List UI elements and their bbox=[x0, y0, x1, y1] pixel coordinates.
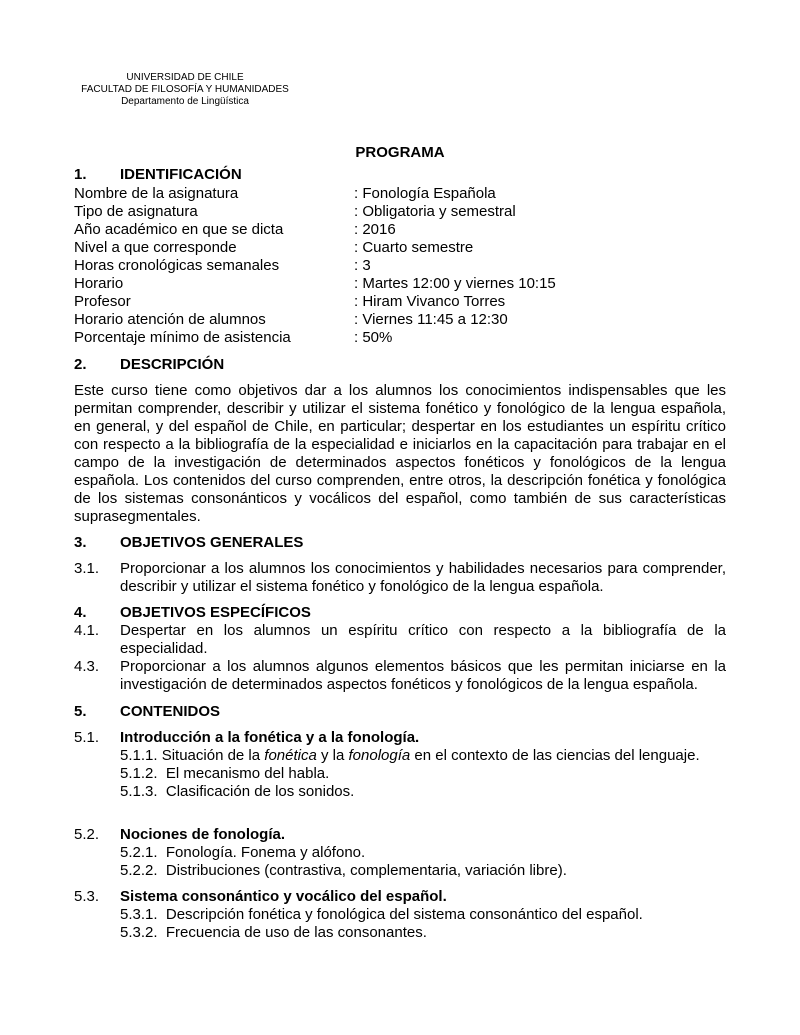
subitem-text: Frecuencia de uso de las consonantes. bbox=[165, 924, 427, 941]
field-value: : Cuarto semestre bbox=[354, 239, 474, 256]
item-text: Despertar en los alumnos un espíritu crítico con respecto a la bibliografía de la especialidad. bbox=[120, 622, 726, 657]
field-label: Año académico en que se dicta bbox=[74, 221, 284, 238]
field-value: : 3 bbox=[354, 257, 371, 274]
field-label: Nombre de la asignatura bbox=[74, 185, 239, 202]
section-4-heading bbox=[74, 604, 311, 622]
subitem-text-italic: fonología bbox=[348, 747, 411, 764]
objective-item bbox=[74, 622, 726, 658]
department-name: Departamento de Lingüística bbox=[121, 96, 249, 107]
unit-title: Sistema consonántico y vocálico del español. bbox=[120, 888, 447, 905]
content-unit bbox=[74, 826, 726, 844]
description-paragraph: Este curso tiene como objetivos dar a los alumnos los conocimientos indispensables que les permitan comprender, describir y utilizar el sistema fonético y fonológico de la lengua española, en general, y del español de Chile, en particular; despertar en los estudiantes un espíritu crítico con respecto a la bibliografía de la especialidad e iniciarlos en la capacitación para trabajar en el campo de la investigación de determinados aspectos fonéticos y fonológicos de la lengua española. Los contenidos del curso comprenden, entre otros, la descripción fonética y fonológica de los sistemas consonánticos y vocálicos del español, como también de sus características suprasegmentales. bbox=[74, 382, 726, 525]
subitem-number: 5.1.3. bbox=[120, 783, 158, 800]
section-title: DESCRIPCIÓN bbox=[120, 356, 225, 373]
field-label: Porcentaje mínimo de asistencia bbox=[74, 329, 291, 346]
subitem-text: Descripción fonética y fonológica del sistema consonántico del español. bbox=[165, 906, 643, 923]
section-1-heading bbox=[74, 166, 242, 184]
field-value: : Martes 12:00 y viernes 10:15 bbox=[354, 275, 556, 292]
table-row bbox=[74, 185, 556, 203]
field-value: : Hiram Vivanco Torres bbox=[354, 293, 506, 310]
section-title: IDENTIFICACIÓN bbox=[120, 166, 242, 183]
section-title: OBJETIVOS ESPECÍFICOS bbox=[120, 604, 311, 621]
subitem-text: en el contexto de las ciencias del lenguaje. bbox=[410, 747, 700, 764]
table-row bbox=[74, 329, 556, 347]
objective-item bbox=[74, 560, 726, 596]
item-number: 4.3. bbox=[74, 658, 100, 675]
item-text: Proporcionar a los alumnos los conocimientos y habilidades necesarios para comprender, describir y utilizar el sistema fonético y fonológico de la lengua española. bbox=[120, 560, 726, 595]
field-label: Horario atención de alumnos bbox=[74, 311, 266, 328]
unit-title: Introducción a la fonética y a la fonología. bbox=[120, 729, 420, 746]
unit-subitems bbox=[120, 747, 726, 801]
university-name: UNIVERSIDAD DE CHILE bbox=[126, 72, 244, 83]
table-row bbox=[74, 239, 556, 257]
field-label: Tipo de asignatura bbox=[74, 203, 198, 220]
subitem-number: 5.3.2. bbox=[120, 924, 158, 941]
content-unit bbox=[74, 729, 726, 747]
subitem-text: Situación de la bbox=[161, 747, 265, 764]
section-number: 1. bbox=[74, 166, 87, 183]
table-row bbox=[74, 257, 556, 275]
field-value: : Fonología Española bbox=[354, 185, 496, 202]
list-item bbox=[120, 765, 726, 783]
unit-number: 5.1. bbox=[74, 729, 100, 746]
subitem-text: Distribuciones (contrastiva, complementaria, variación libre). bbox=[165, 862, 567, 879]
subitem-text: El mecanismo del habla. bbox=[165, 765, 330, 782]
subitem-number: 5.2.2. bbox=[120, 862, 158, 879]
section-2-heading bbox=[74, 356, 224, 374]
field-value: : Obligatoria y semestral bbox=[354, 203, 516, 220]
document-title: PROGRAMA bbox=[355, 144, 445, 161]
section-number: 5. bbox=[74, 703, 87, 720]
unit-number: 5.2. bbox=[74, 826, 100, 843]
subitem-number: 5.1.2. bbox=[120, 765, 158, 782]
field-value: : Viernes 11:45 a 12:30 bbox=[354, 311, 508, 328]
unit-subitems bbox=[120, 844, 726, 880]
item-number: 3.1. bbox=[74, 560, 100, 577]
table-row bbox=[74, 293, 556, 311]
table-row bbox=[74, 311, 556, 329]
list-item bbox=[120, 924, 726, 942]
subitem-text: Fonología. Fonema y alófono. bbox=[165, 844, 366, 861]
subitem-number: 5.1.1. bbox=[120, 747, 158, 764]
list-item bbox=[120, 783, 726, 801]
unit-number: 5.3. bbox=[74, 888, 100, 905]
section-number: 4. bbox=[74, 604, 87, 621]
institution-header bbox=[74, 72, 296, 108]
list-item bbox=[120, 844, 726, 862]
table-row bbox=[74, 203, 556, 221]
field-label: Horas cronológicas semanales bbox=[74, 257, 280, 274]
subitem-text: Clasificación de los sonidos. bbox=[165, 783, 355, 800]
subitem-text: y la bbox=[316, 747, 349, 764]
subitem-number: 5.3.1. bbox=[120, 906, 158, 923]
section-title: OBJETIVOS GENERALES bbox=[120, 534, 304, 551]
section-number: 2. bbox=[74, 356, 87, 373]
field-label: Horario bbox=[74, 275, 124, 292]
table-row bbox=[74, 275, 556, 293]
unit-subitems bbox=[120, 906, 726, 942]
faculty-name: FACULTAD DE FILOSOFÍA Y HUMANIDADES bbox=[81, 84, 289, 95]
section-3-heading bbox=[74, 534, 303, 552]
section-title: CONTENIDOS bbox=[120, 703, 221, 720]
list-item bbox=[120, 747, 726, 765]
content-unit bbox=[74, 888, 726, 906]
subitem-number: 5.2.1. bbox=[120, 844, 158, 861]
unit-title: Nociones de fonología. bbox=[120, 826, 286, 843]
section-5-heading bbox=[74, 703, 220, 721]
field-value: : 50% bbox=[354, 329, 393, 346]
item-number: 4.1. bbox=[74, 622, 100, 639]
list-item bbox=[120, 906, 726, 924]
list-item bbox=[120, 862, 726, 880]
identification-table bbox=[74, 185, 556, 347]
item-text: Proporcionar a los alumnos algunos elementos básicos que les permitan iniciarse en la investigación de determinados aspectos fonéticos y fonológicos de la lengua española. bbox=[120, 658, 726, 693]
field-label: Nivel a que corresponde bbox=[74, 239, 237, 256]
section-number: 3. bbox=[74, 534, 87, 551]
subitem-text-italic: fonética bbox=[264, 747, 317, 764]
objective-item bbox=[74, 658, 726, 694]
field-value: : 2016 bbox=[354, 221, 396, 238]
table-row bbox=[74, 221, 556, 239]
field-label: Profesor bbox=[74, 293, 131, 310]
